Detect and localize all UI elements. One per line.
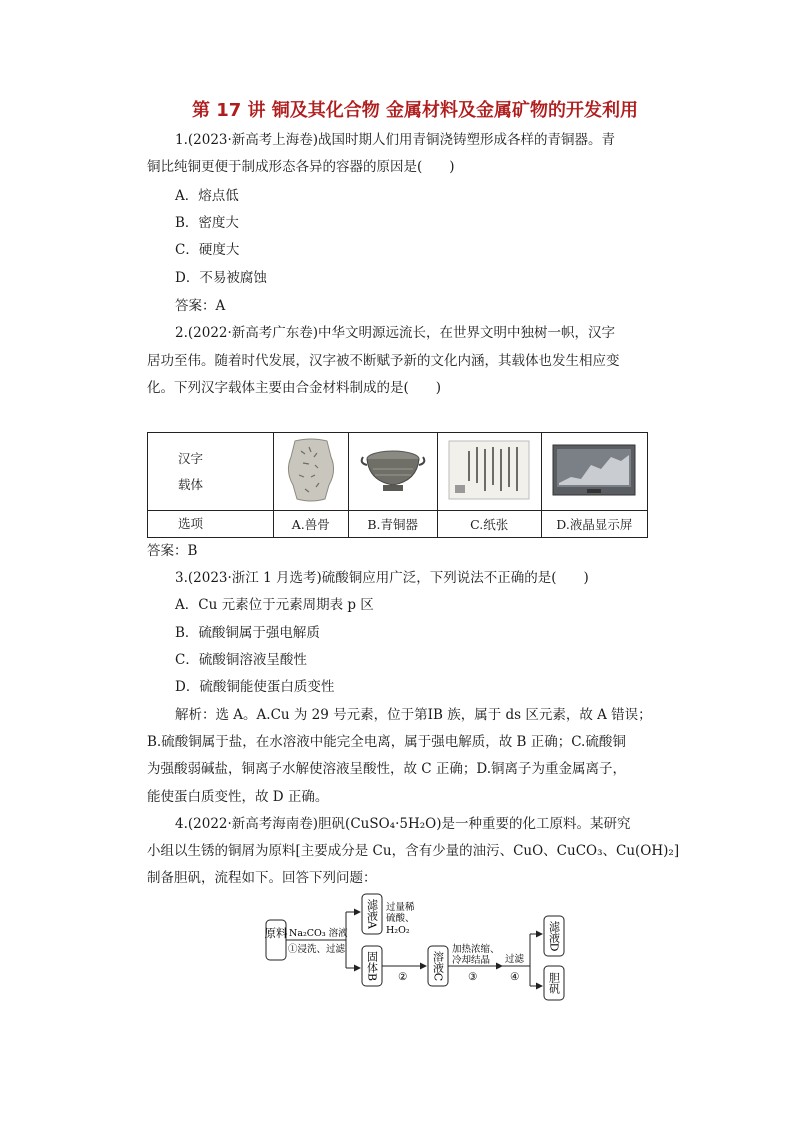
bronze-vessel-image bbox=[357, 445, 429, 495]
option-a-cell: A.兽骨 bbox=[274, 511, 349, 538]
q3-analysis-line1: 解析：选 A。A.Cu 为 29 号元素，位于第ⅠB 族，属于 ds 区元素，故 A 错误； bbox=[175, 707, 652, 723]
step2-reagent-line2: 硫酸、 bbox=[386, 913, 415, 924]
q3-option-c: C．硫酸铜溶液呈酸性 bbox=[175, 652, 307, 668]
row-label-options: 选项 bbox=[148, 511, 274, 538]
step3-operation-line1: 加热浓缩、 bbox=[452, 944, 500, 955]
table-header-cell bbox=[148, 433, 274, 511]
q4-stem-line1: 4.(2022·新高考海南卷)胆矾(CuSO₄·5H₂O)是一种重要的化工原料。某研究 bbox=[175, 816, 631, 832]
process-flowchart bbox=[262, 890, 602, 1006]
q4-stem-line3: 制备胆矾，流程如下。回答下列问题： bbox=[147, 870, 377, 886]
q1-answer: 答案：A bbox=[175, 298, 226, 314]
lcd-screen-image bbox=[551, 443, 637, 497]
q1-stem-line1: 1.(2023·新高考上海卷)战国时期人们用青铜浇铸塑形成各样的青铜器。青 bbox=[175, 132, 616, 148]
carrier-table bbox=[147, 432, 648, 538]
step2-reagent-line1: 过量稀 bbox=[386, 902, 415, 913]
step3-operation-line2: 冷却结晶 bbox=[452, 955, 491, 966]
q3-option-b: B．硫酸铜属于强电解质 bbox=[175, 625, 320, 641]
q3-analysis-line4: 能使蛋白质变性，故 D 正确。 bbox=[147, 789, 329, 805]
solid-b-text: 固体B bbox=[365, 950, 379, 982]
image-cell-bronze bbox=[348, 433, 437, 511]
solution-c-text: 溶液C bbox=[431, 950, 445, 982]
oracle-bone-image bbox=[281, 437, 341, 503]
q1-option-d: D．不易被腐蚀 bbox=[175, 270, 267, 286]
q1-stem-line2: 铜比纯铜更便于制成形态各异的容器的原因是( ) bbox=[147, 159, 455, 175]
q2-answer: 答案：B bbox=[147, 543, 198, 559]
q3-stem-line1: 3.(2023·浙江 1 月选考)硫酸铜应用广泛，下列说法不正确的是( ) bbox=[175, 570, 589, 586]
step4-operation: 过滤 bbox=[505, 954, 525, 965]
step3-number: ③ bbox=[468, 971, 478, 983]
option-d-cell: D.液晶显示屏 bbox=[541, 511, 647, 538]
q2-stem-line1: 2.(2022·新高考广东卷)中华文明源远流长，在世界文明中独树一帜，汉字 bbox=[175, 325, 616, 341]
image-cell-screen bbox=[541, 433, 647, 511]
filtrate-d-text: 滤液D bbox=[547, 920, 561, 952]
product-text: 胆矾 bbox=[547, 972, 561, 994]
step1-operation: ①浸洗、过滤 bbox=[288, 944, 346, 955]
filtrate-a-text: 滤液A bbox=[365, 899, 379, 929]
header-label-line2: 载体 bbox=[178, 476, 204, 492]
image-cell-bone bbox=[274, 433, 349, 511]
step4-number: ④ bbox=[510, 971, 520, 983]
raw-material-text: 原料 bbox=[264, 926, 288, 940]
q1-option-a: A．熔点低 bbox=[175, 188, 239, 204]
q3-option-a: A．Cu 元素位于元素周期表 p 区 bbox=[175, 597, 374, 613]
step2-number: ② bbox=[398, 971, 408, 983]
q3-analysis-line3: 为强酸弱碱盐，铜离子水解使溶液呈酸性，故 C 正确；D.铜离子为重金属离子， bbox=[147, 761, 627, 777]
step2-reagent-line3: H₂O₂ bbox=[386, 925, 410, 936]
option-c-cell: C.纸张 bbox=[437, 511, 541, 538]
option-b-cell: B.青铜器 bbox=[348, 511, 437, 538]
q4-stem-line2: 小组以生锈的铜屑为原料[主要成分是 Cu，含有少量的油污、CuO、CuCO₃、Cu(OH)₂] bbox=[147, 843, 680, 859]
header-label-line1: 汉字 bbox=[178, 450, 204, 466]
q1-option-c: C．硬度大 bbox=[175, 242, 240, 258]
q1-option-b: B．密度大 bbox=[175, 215, 239, 231]
q3-option-d: D．硫酸铜能使蛋白质变性 bbox=[175, 679, 335, 695]
q2-stem-line2: 居功至伟。随着时代发展，汉字被不断赋予新的文化内涵，其载体也发生相应变 bbox=[147, 353, 620, 369]
page-title: 第 17 讲 铜及其化合物 金属材料及金属矿物的开发利用 bbox=[191, 100, 639, 121]
step1-reagent: Na₂CO₃ 溶液 bbox=[289, 928, 348, 939]
calligraphy-paper-image bbox=[447, 439, 531, 501]
q3-analysis-line2: B.硫酸铜属于盐，在水溶液中能完全电离，属于强电解质，故 B 正确；C.硫酸铜 bbox=[147, 734, 626, 750]
q2-stem-line3: 化。下列汉字载体主要由合金材料制成的是( ) bbox=[147, 380, 442, 396]
image-cell-paper bbox=[437, 433, 541, 511]
